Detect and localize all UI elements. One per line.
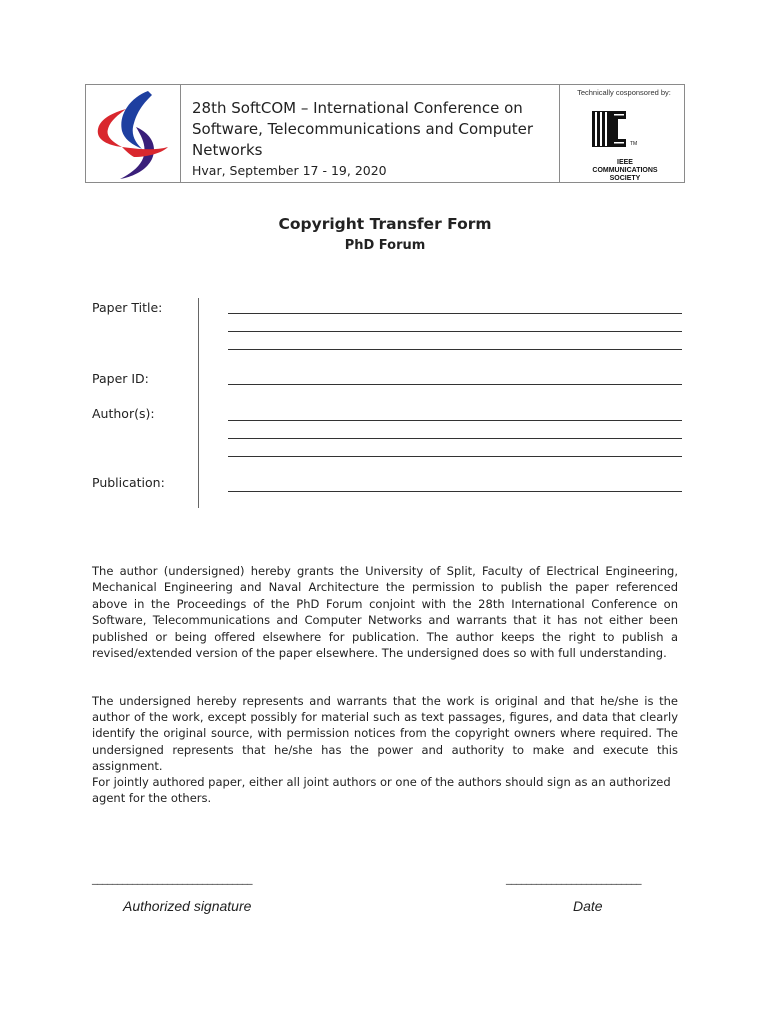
header-divider-left (180, 85, 181, 182)
conference-location-date: Hvar, September 17 - 19, 2020 (192, 163, 387, 178)
authors-line-3[interactable] (228, 456, 682, 457)
conference-title: 28th SoftCOM – International Conference on Software, Telecommunications and Computer Networks (192, 99, 534, 159)
authors-line-2[interactable] (228, 438, 682, 439)
paper-title-line-2[interactable] (228, 331, 682, 332)
cosponsor-name: IEEE COMMUNICATIONS SOCIETY (592, 159, 658, 182)
grant-paragraph: The author (undersigned) hereby grants the University of Split, Faculty of Electrical Engineering, Mechanical Engineering and Naval Architecture the permission to publish the paper referenced above in the Proceedings of the PhD Forum conjoint with the 28th International Conference on Software, Telecommunications and Computer Networks and warrants that it has not either been published or being offered elsewhere for publication. The author keeps the right to publish a revised/extended version of the paper elsewhere. The undersigned does so with full understanding. (92, 564, 678, 661)
signature-label: Authorized signature (123, 898, 252, 914)
date-label: Date (573, 898, 603, 914)
authors-line-1[interactable] (228, 420, 682, 421)
warranty-section (92, 693, 678, 806)
paper-title-line-3[interactable] (228, 349, 682, 350)
publication-line[interactable] (228, 491, 682, 492)
paper-id-line[interactable] (228, 384, 682, 385)
form-title: Copyright Transfer Form (278, 215, 492, 233)
authors-label: Author(s): (92, 406, 155, 421)
paper-title-label: Paper Title: (92, 300, 163, 315)
cosponsor-note: Technically cosponsored by: (577, 88, 671, 97)
form-subtitle: PhD Forum (344, 238, 426, 253)
warranty-paragraph: The undersigned hereby represents and warrants that the work is original and that he/she is the author of the work, except possibly for material such as text passages, figures, and data that clearly identify the original source, with permission notices from the copyright owners where required. The undersigned represents that he/she has the power and authority to make and execute this assignment. (92, 694, 678, 773)
trademark-mark: TM (630, 141, 638, 147)
date-line[interactable]: ___________________________ (506, 872, 641, 885)
signature-line[interactable]: ________________________________ (92, 872, 252, 885)
paper-id-label: Paper ID: (92, 371, 149, 386)
field-divider (198, 298, 199, 508)
header-divider-right (559, 85, 560, 182)
publication-label: Publication: (92, 475, 165, 490)
paper-title-line-1[interactable] (228, 313, 682, 314)
conference-header (85, 84, 685, 183)
joint-authors-paragraph: For jointly authored paper, either all joint authors or one of the authors should sign as an authorized agent for the others. (92, 775, 671, 806)
softcom-logo (92, 87, 176, 181)
